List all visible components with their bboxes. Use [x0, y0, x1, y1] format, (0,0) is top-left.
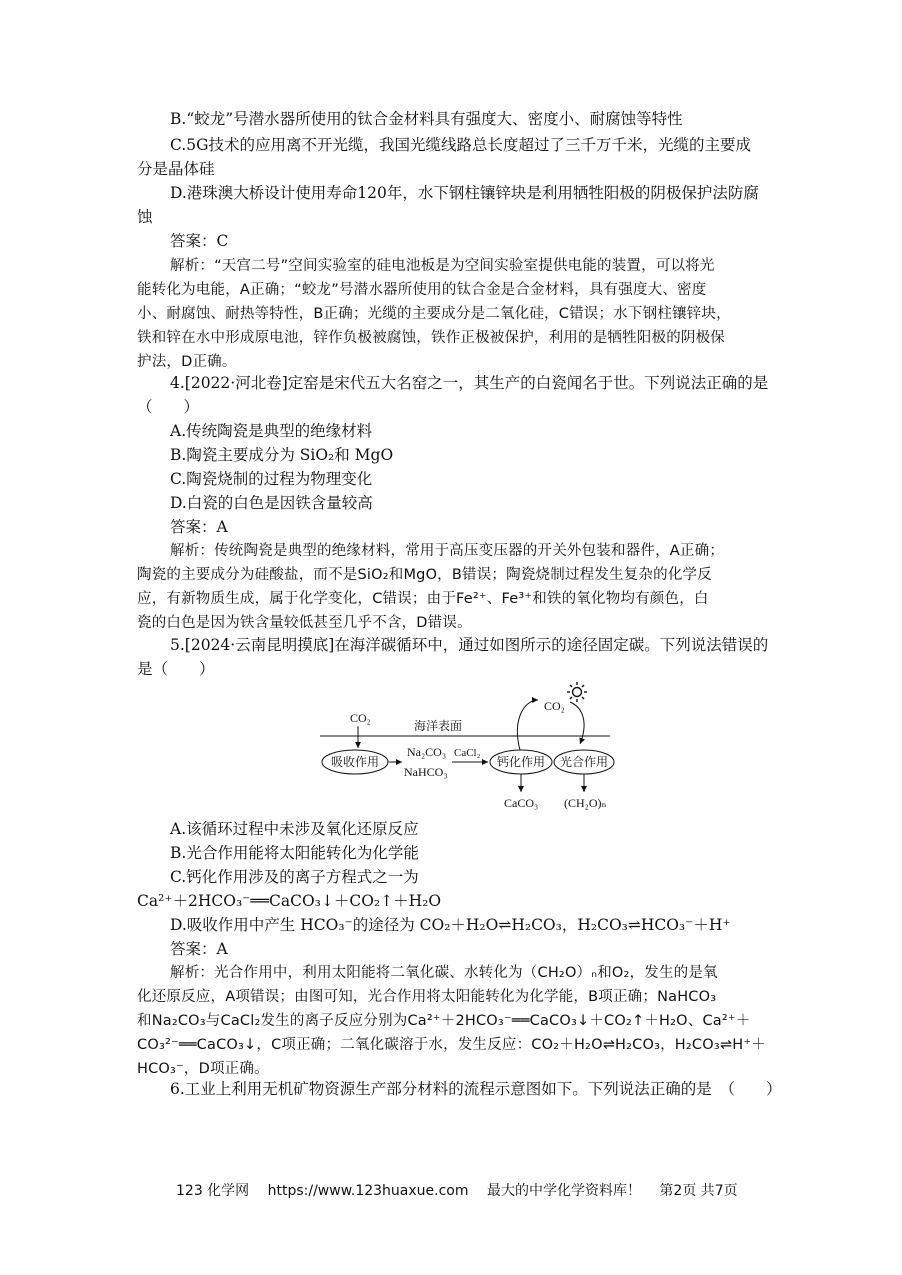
answer-q5: 答案：A: [170, 940, 228, 958]
explanation-q5-5: HCO₃⁻，D项正确。: [137, 1061, 269, 1077]
sun-icon: [567, 682, 587, 702]
co2-left-label: CO₂: [350, 711, 371, 725]
co2-release-arrow: [517, 700, 538, 750]
question-5-blank: 是（ ）: [137, 660, 215, 678]
question-4-blank: （ ）: [137, 398, 200, 416]
explanation-q3-3: 小、耐腐蚀、耐热等特性，B正确；光缆的主要成分是二氧化硅，C错误；水下钢柱镶锌块，: [137, 306, 731, 322]
caco3-label: CaCO₃: [504, 796, 539, 810]
explanation-q4-4: 瓷的白色是因为铁含量较低甚至几乎不含，D错误。: [137, 615, 472, 631]
option-d-q5: D.吸收作用中产生 HCO₃⁻的途径为 CO₂＋H₂O⇌H₂CO₃，H₂CO₃⇌HCO₃⁻＋H⁺: [170, 916, 731, 934]
footer-page-number: 第2页 共7页: [659, 1183, 738, 1199]
cacl2-label: CaCl₂: [454, 747, 481, 759]
option-d-q3-cont: 蚀: [137, 208, 153, 226]
explanation-q4-1: 解析：传统陶瓷是典型的绝缘材料，常用于高压变压器的开关外包装和器件，A正确；: [170, 543, 725, 559]
explanation-q5-4: CO₃²⁻══CaCO₃↓，C项正确；二氧化碳溶于水，发生反应：CO₂＋H₂O⇌H₂CO₃，H₂CO₃⇌H⁺＋: [137, 1037, 766, 1053]
sea-surface-label: 海洋表面: [414, 719, 463, 733]
absorb-label: 吸收作用: [330, 755, 380, 769]
option-a-q4: A.传统陶瓷是典型的绝缘材料: [170, 422, 373, 440]
explanation-q4-3: 应，有新物质生成，属于化学变化，C错误；由于Fe²⁺、Fe³⁺和铁的氧化物均有颜色，白: [137, 591, 709, 607]
explanation-q4-2: 陶瓷的主要成分为硅酸盐，而不是SiO₂和MgO，B错误；陶瓷烧制过程发生复杂的化学反: [137, 567, 712, 583]
photo-label: 光合作用: [559, 755, 609, 769]
answer-q4: 答案：A: [170, 518, 228, 536]
footer-url[interactable]: https://www.123huaxue.com: [267, 1183, 469, 1199]
nahco3-label: NaHCO₃: [404, 765, 448, 779]
option-b-q3: B.“蛟龙”号潜水器所使用的钛合金材料具有强度大、密度小、耐腐蚀等特性: [170, 110, 683, 128]
question-6: 6.工业上利用无机矿物资源生产部分材料的流程示意图如下。下列说法正确的是 （ ）: [170, 1080, 782, 1098]
explanation-q3-1: 解析：“天宫二号”空间实验室的硅电池板是为空间实验室提供电能的装置，可以将光: [170, 258, 715, 274]
footer-slogan: 最大的中学化学资料库！: [486, 1183, 641, 1199]
option-d-q4: D.白瓷的白色是因铁含量较高: [170, 494, 373, 512]
option-c-q5-equation: Ca²⁺＋2HCO₃⁻══CaCO₃↓＋CO₂↑＋H₂O: [137, 892, 442, 910]
answer-q3: 答案：C: [170, 232, 229, 250]
option-d-q3: D.港珠澳大桥设计使用寿命120年，水下钢柱镶锌块是利用牺牲阳极的阴极保护法防腐: [170, 184, 759, 202]
explanation-q3-5: 护法，D正确。: [137, 354, 237, 370]
ch2o-label: (CH₂O)ₙ: [564, 796, 607, 810]
question-5: 5.[2024·云南昆明摸底]在海洋碳循环中，通过如图所示的途径固定碳。下列说法错误的: [170, 636, 769, 654]
question-4: 4.[2022·河北卷]定窑是宋代五大名窑之一，其生产的白瓷闻名于世。下列说法正确的是: [170, 374, 769, 392]
page-footer: [176, 1180, 752, 1200]
calcify-label: 钙化作用: [496, 755, 546, 769]
option-c-q5: C.钙化作用涉及的离子方程式之一为: [170, 868, 419, 886]
option-c-q4: C.陶瓷烧制的过程为物理变化: [170, 470, 373, 488]
co2-top-label: CO₂: [544, 699, 565, 713]
footer-site: 123 化学网: [176, 1183, 250, 1199]
explanation-q5-2: 化还原反应，A项错误；由图可知，光合作用将太阳能转化为化学能，B项正确；NaHCO₃: [137, 989, 717, 1005]
option-c-q3-cont: 分是晶体硅: [137, 160, 215, 178]
explanation-q3-2: 能转化为电能，A正确；“蛟龙”号潜水器所使用的钛合金是合金材料，具有强度大、密度: [137, 282, 707, 298]
explanation-q3-4: 铁和锌在水中形成原电池，锌作负极被腐蚀，铁作正极被保护，利用的是牺牲阳极的阴极保: [137, 330, 725, 346]
option-a-q5: A.该循环过程中未涉及氧化还原反应: [170, 820, 419, 838]
co2-photosynthesis-arrow: [570, 702, 584, 744]
option-b-q5: B.光合作用能将太阳能转化为化学能: [170, 844, 419, 862]
explanation-q5-3: 和Na₂CO₃与CaCl₂发生的离子反应分别为Ca²⁺＋2HCO₃⁻══CaCO₃↓＋CO₂↑＋H₂O、Ca²⁺＋: [137, 1013, 751, 1029]
ocean-carbon-cycle-diagram: [318, 680, 618, 812]
na2co3-label: Na₂CO₃: [407, 745, 447, 759]
explanation-q5-1: 解析：光合作用中，利用太阳能将二氧化碳、水转化为（CH₂O）ₙ和O₂，发生的是氧: [170, 965, 718, 981]
option-c-q3: C.5G技术的应用离不开光缆，我国光缆线路总长度超过了三千万千米，光缆的主要成: [170, 136, 751, 154]
option-b-q4: B.陶瓷主要成分为 SiO₂和 MgO: [170, 446, 394, 464]
